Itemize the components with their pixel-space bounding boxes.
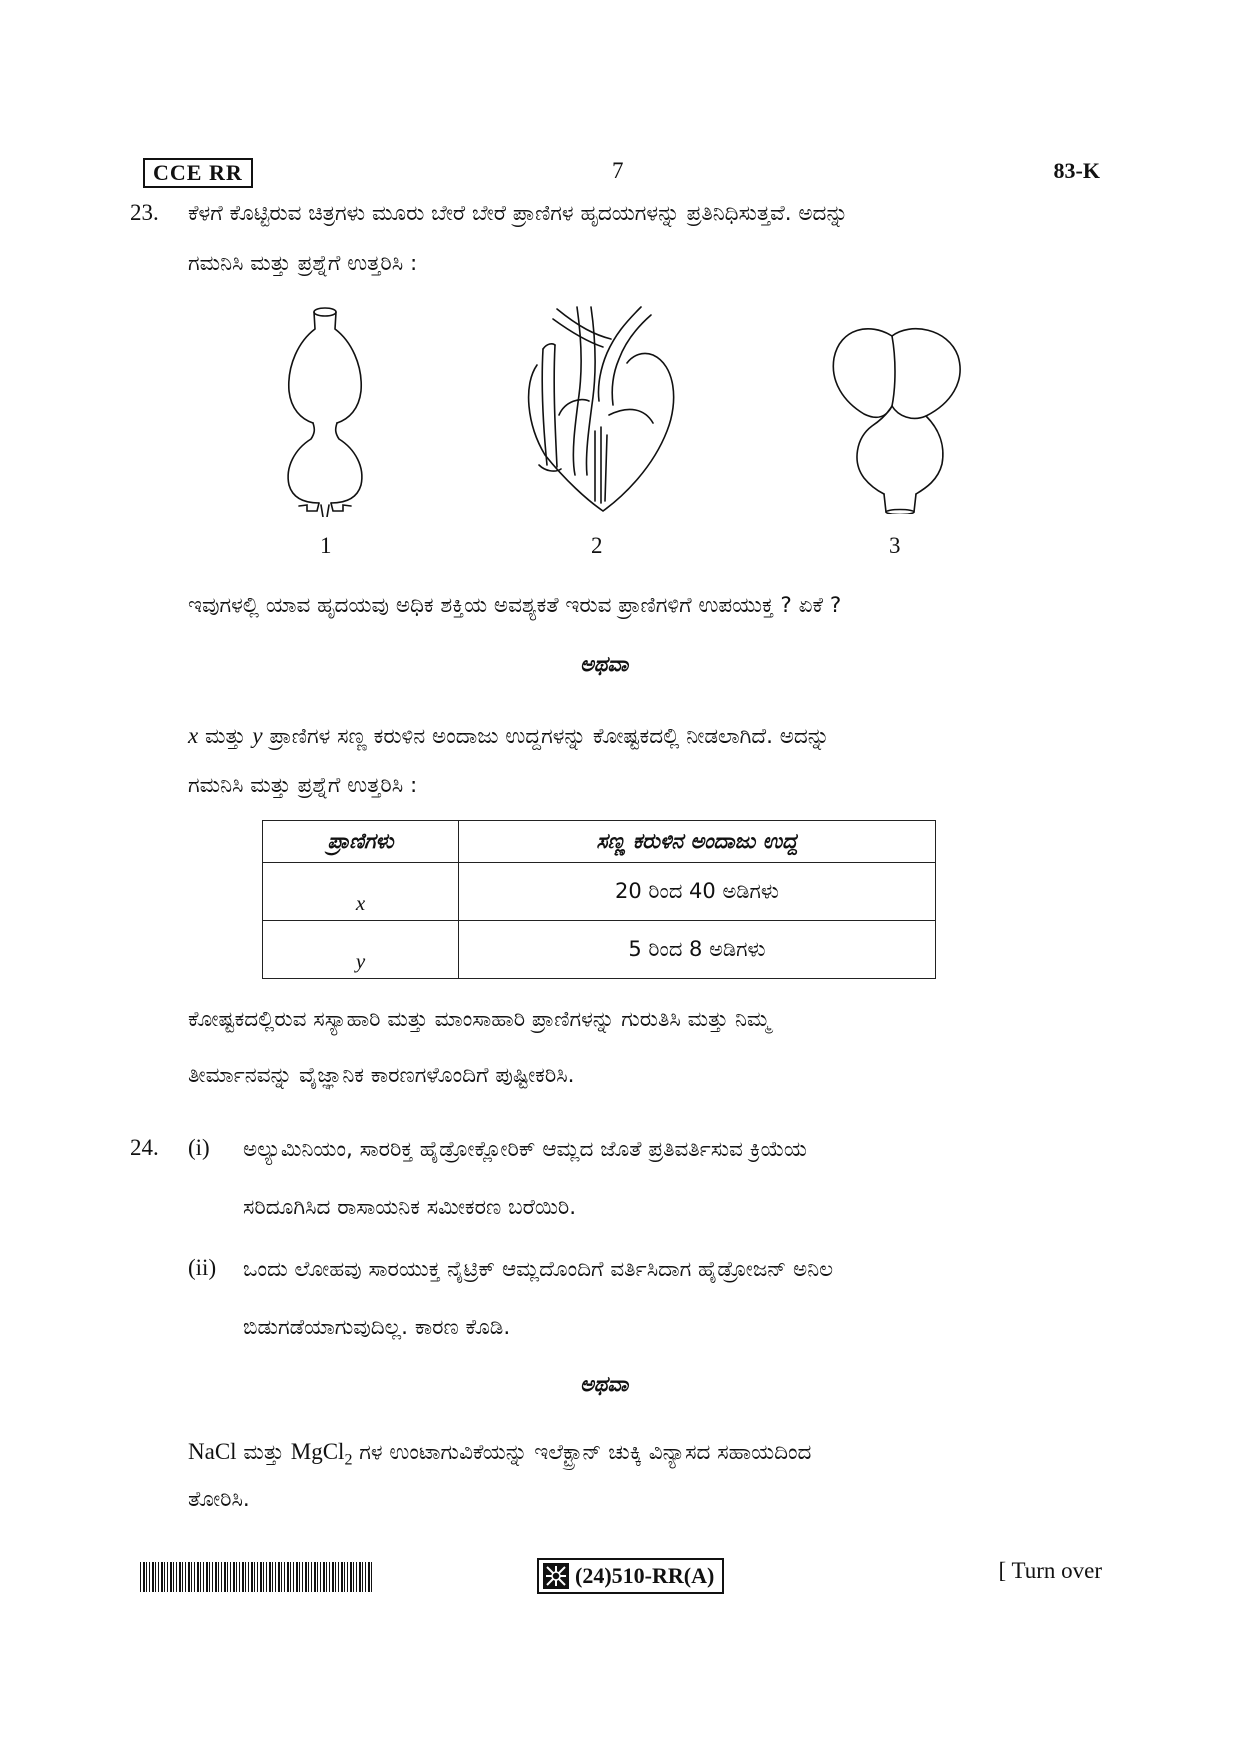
q23-alt-line2: ಗಮನಿಸಿ ಮತ್ತು ಪ್ರಶ್ನೆಗೆ ಉತ್ತರಿಸಿ : — [188, 773, 418, 798]
alt-line1-mid: ಮತ್ತು — [198, 724, 253, 749]
table-cell-animal: x — [263, 863, 459, 921]
q23-question: ಇವುಗಳಲ್ಲಿ ಯಾವ ಹೃದಯವು ಅಧಿಕ ಶಕ್ತಿಯ ಅವಶ್ಯಕತೆ ಇರುವ ಪ್ರಾಣಿಗಳಿಗೆ ಉಪಯುಕ್ತ ? ಏಕೆ ? — [188, 593, 842, 618]
q24-part-ii-line1: ಒಂದು ಲೋಹವು ಸಾರಯುಕ್ತ ನೈಟ್ರಿಕ್ ಆಮ್ಲದೊಂದಿಗೆ ವರ್ತಿಸಿದಾಗ ಹೈಡ್ರೋಜನ್ ಅನಿಲ — [243, 1257, 834, 1282]
question-number-24: 24. — [130, 1135, 159, 1160]
alt-mid: ಮತ್ತು — [236, 1440, 291, 1465]
table-row — [263, 921, 936, 979]
or-label-24: ಅಥವಾ — [580, 1372, 629, 1396]
table-cell-animal: y — [263, 921, 459, 979]
booklet-code-box — [537, 1558, 724, 1594]
figure-label-1: 1 — [320, 533, 332, 558]
alt-rest: ಗಳ ಉಂಟಾಗುವಿಕೆಯನ್ನು ಇಲೆಕ್ಟ್ರಾನ್ ಚುಕ್ಕಿ ವಿನ್ಯಾಸದ ಸಹಾಯದಿಂದ — [352, 1440, 812, 1465]
or-label-23: ಅಥವಾ — [580, 652, 629, 676]
q24-part-i-line1: ಅಲ್ಯುಮಿನಿಯಂ, ಸಾರರಿಕ್ತ ಹೈಡ್ರೋಕ್ಲೋರಿಕ್ ಆಮ್ಲದ ಜೊತೆ ಪ್ರತಿವರ್ತಿಸುವ ಕ್ರಿಯೆಯ — [243, 1137, 807, 1162]
table-row — [263, 863, 936, 921]
var-x: x — [188, 723, 199, 748]
q24-part-ii-line2: ಬಿಡುಗಡೆಯಾಗುವುದಿಲ್ಲ. ಕಾರಣ ಕೊಡಿ. — [243, 1315, 511, 1340]
barcode — [140, 1562, 372, 1592]
page-number: 7 — [612, 158, 624, 183]
q23-alt-line1 — [188, 712, 1100, 761]
mgcl2-subscript: 2 — [344, 1451, 353, 1469]
part-i-label: (i) — [188, 1135, 210, 1160]
table-header-animals: ಪ್ರಾಣಿಗಳು — [263, 821, 459, 863]
q23-alt-q-line1: ಕೋಷ್ಟಕದಲ್ಲಿರುವ ಸಸ್ಯಾಹಾರಿ ಮತ್ತು ಮಾಂಸಾಹಾರಿ ಪ್ರಾಣಿಗಳನ್ನು ಗುರುತಿಸಿ ಮತ್ತು ನಿಮ್ಮ — [188, 1007, 771, 1032]
q24-part-i-line2: ಸರಿದೂಗಿಸಿದ ರಾಸಾಯನಿಕ ಸಮೀಕರಣ ಬರೆಯಿರಿ. — [243, 1195, 577, 1220]
figure-label-3: 3 — [889, 533, 901, 558]
var-y: y — [252, 723, 263, 748]
turn-over-label: [ Turn over — [998, 1558, 1102, 1583]
heart-diagram-2 — [525, 305, 675, 515]
table-cell-length: 20 ರಿಂದ 40 ಅಡಿಗಳು — [459, 863, 936, 921]
booklet-code: (24)510-RR(A) — [575, 1563, 715, 1588]
heart-diagram-3 — [830, 322, 970, 514]
table-header-length: ಸಣ್ಣ ಕರುಳಿನ ಅಂದಾಜು ಉದ್ದ — [459, 821, 936, 863]
table-header-row — [263, 821, 936, 863]
q23-alt-q-line2: ತೀರ್ಮಾನವನ್ನು ವೈಜ್ಞಾನಿಕ ಕಾರಣಗಳೊಂದಿಗೆ ಪುಷ್ಟೀಕರಿಸಿ. — [188, 1063, 575, 1088]
question-number-23: 23. — [130, 200, 159, 225]
exam-code-box: CCE RR — [143, 158, 253, 188]
mgcl2-formula: MgCl — [290, 1439, 345, 1464]
heart-diagram-1 — [285, 305, 385, 517]
alt-line1-rest: ಪ್ರಾಣಿಗಳ ಸಣ್ಣ ಕರುಳಿನ ಅಂದಾಜು ಉದ್ದಗಳನ್ನು ಕೋಷ್ಟಕದಲ್ಲಿ ನೀಡಲಾಗಿದೆ. ಅದನ್ನು — [262, 724, 830, 749]
booklet-logo-icon — [543, 1563, 569, 1589]
nacl-formula: NaCl — [188, 1439, 237, 1464]
part-ii-label: (ii) — [188, 1255, 217, 1280]
paper-code: 83-K — [1053, 158, 1100, 183]
table-cell-length: 5 ರಿಂದ 8 ಅಡಿಗಳು — [459, 921, 936, 979]
q24-alt-line2: ತೋರಿಸಿ. — [188, 1487, 250, 1512]
intestine-length-table — [262, 820, 936, 979]
figure-label-2: 2 — [591, 533, 603, 558]
q23-text-line2: ಗಮನಿಸಿ ಮತ್ತು ಪ್ರಶ್ನೆಗೆ ಉತ್ತರಿಸಿ : — [188, 251, 418, 276]
q23-text-line1: ಕೆಳಗೆ ಕೊಟ್ಟಿರುವ ಚಿತ್ರಗಳು ಮೂರು ಬೇರೆ ಬೇರೆ ಪ್ರಾಣಿಗಳ ಹೃದಯಗಳನ್ನು ಪ್ರತಿನಿಧಿಸುತ್ತವೆ. ಅದನ್ನು — [188, 201, 849, 226]
